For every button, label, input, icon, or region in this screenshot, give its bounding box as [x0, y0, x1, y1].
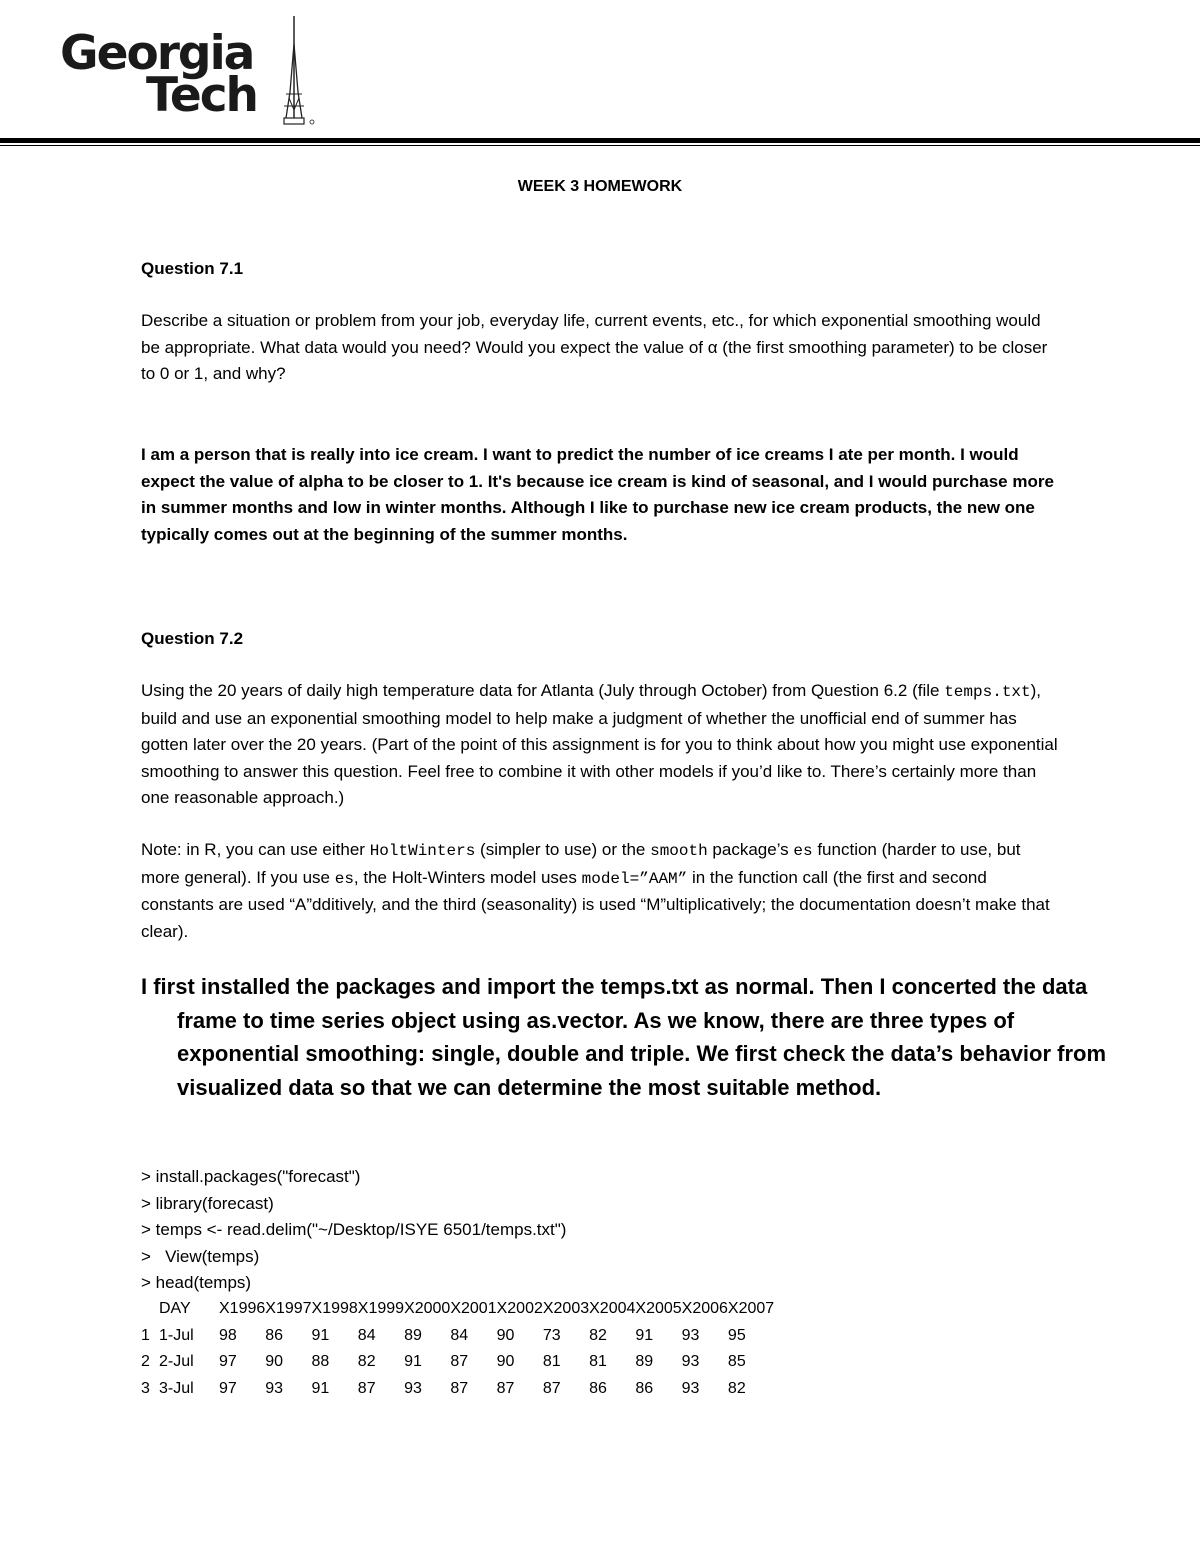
table-cell: 91 — [635, 1326, 654, 1344]
table-cell: 85 — [727, 1353, 746, 1371]
table-cell: 97 — [219, 1379, 237, 1397]
table-cell: 93 — [404, 1379, 422, 1397]
header-rule — [0, 138, 1200, 143]
table-header-cell: X1999 — [357, 1300, 405, 1318]
code-line: > head(temps) — [141, 1273, 252, 1292]
table-row — [141, 1376, 778, 1403]
prompt-text: Using the 20 years of daily high temperature data for Atlanta (July through October) from Question 6.2 (file — [141, 681, 945, 700]
code-model: model=”AAM” — [581, 869, 688, 888]
table-cell: 90 — [265, 1353, 284, 1371]
table-cell: 73 — [542, 1326, 561, 1344]
logo-text-tech: Tech — [146, 68, 258, 123]
georgia-tech-tower-icon — [280, 14, 320, 130]
question-7-1-heading: Question 7.1 — [141, 259, 244, 278]
table-header-cell: X2001 — [450, 1300, 497, 1318]
table-header-cell: X2004 — [589, 1300, 636, 1318]
table-cell: 89 — [635, 1353, 654, 1371]
table-cell: 87 — [450, 1353, 469, 1371]
code-line: > temps <- read.delim("~/Desktop/ISYE 6501/temps.txt") — [141, 1220, 567, 1239]
table-cell: 2-Jul — [159, 1353, 194, 1371]
table-row — [141, 1323, 778, 1350]
table-cell: 84 — [357, 1326, 376, 1344]
table-header-cell: X2007 — [727, 1300, 775, 1318]
alpha-symbol: α — [707, 337, 718, 357]
table-cell: 91 — [311, 1379, 330, 1397]
note-text: Note: in R, you can use either — [141, 840, 370, 859]
file-name: temps.txt — [944, 683, 1031, 701]
table-header-cell: X2002 — [496, 1300, 543, 1318]
table-cell: 1-Jul — [159, 1326, 194, 1344]
code-line: > library(forecast) — [141, 1193, 274, 1213]
note-text: package’s — [707, 840, 794, 859]
header-rule-thin — [0, 145, 1200, 146]
code-line: > View(temps) — [141, 1246, 260, 1266]
table-cell: 82 — [357, 1353, 376, 1371]
table-header-cell: X2006 — [681, 1300, 728, 1318]
question-7-1-prompt — [141, 308, 1061, 388]
table-header-cell: X2003 — [542, 1300, 590, 1318]
table-cell: 87 — [357, 1379, 376, 1397]
table-cell: 1 — [141, 1326, 150, 1344]
logo-text-georgia: Georgia — [60, 26, 254, 81]
table-cell: 86 — [265, 1326, 284, 1344]
question-7-2-heading: Question 7.2 — [141, 629, 244, 648]
table-cell: 91 — [404, 1353, 422, 1371]
table-cell: 82 — [589, 1326, 607, 1344]
table-header-cell: X2000 — [404, 1300, 451, 1318]
table-header-cell: X1997 — [265, 1300, 312, 1318]
table-header-row — [141, 1296, 778, 1323]
table-header-cell: X1996 — [219, 1300, 266, 1318]
table-cell: 87 — [450, 1379, 469, 1397]
prompt-text: Describe a situation or problem from your job, everyday life, current events, etc., for which exponential smoothing would be appropriate. What data would you need? Would you expect the value of — [141, 311, 1041, 357]
table-cell: 91 — [311, 1326, 330, 1344]
table-header-cell: X2005 — [635, 1300, 682, 1318]
table-cell: 82 — [727, 1379, 746, 1397]
table-cell: 90 — [496, 1326, 515, 1344]
r-console-code — [141, 1164, 566, 1297]
table-header-cell — [141, 1296, 159, 1323]
table-cell: 81 — [589, 1353, 607, 1371]
table-cell: 86 — [589, 1379, 607, 1397]
table-cell: 90 — [496, 1353, 515, 1371]
question-7-2-prompt — [141, 678, 1061, 812]
note-text: (simpler to use) or the — [475, 840, 651, 859]
code-es: es — [334, 869, 354, 888]
code-es: es — [793, 842, 813, 860]
code-line: > install.packages("forecast") — [141, 1167, 361, 1186]
table-cell: 87 — [496, 1379, 515, 1397]
note-text: in the function call (the first and second constants are used “A”dditively, and the third (seasonality) is used “M”ultiplicatively; the documentation doesn’t make that clear). — [141, 867, 1050, 941]
question-7-1-answer: I am a person that is really into ice cream. I want to predict the number of ice creams I ate per month. I would expect the value of alpha to be closer to 1. It's because ice cream is kind of seasonal, and I would purchase more in summer months and low in winter months. Although I like to purchase new ice cream products, the new one typically comes out at the beginning of the summer months. — [141, 445, 1054, 544]
question-7-2-note — [141, 837, 1061, 945]
table-cell: 3 — [141, 1379, 150, 1397]
table-cell: 89 — [404, 1326, 422, 1344]
prompt-text: ), build and use an exponential smoothing model to help make a judgment of whether the unofficial end of summer has gotten later over the 20 years. (Part of the point of this assignment is for you to think about how you might use exponential smoothing to answer this question. Feel free to combine it with other models if you’d like to. There’s certainly more than one reasonable approach.) — [141, 681, 1058, 807]
page-title: WEEK 3 HOMEWORK — [517, 178, 683, 195]
prompt-text: (the first smoothing parameter) to be closer to 0 or 1, and why? — [141, 337, 1048, 383]
table-cell: 3-Jul — [159, 1379, 194, 1397]
table-cell: 84 — [450, 1326, 469, 1344]
code-holtwinters: HoltWinters — [369, 842, 476, 860]
table-cell: 93 — [681, 1353, 700, 1371]
table-cell: 88 — [311, 1353, 330, 1371]
code-smooth: smooth — [650, 842, 708, 860]
table-cell: 93 — [681, 1326, 700, 1344]
table-cell: 98 — [219, 1326, 237, 1344]
note-text: , the Holt-Winters model uses — [353, 867, 582, 887]
table-cell: 93 — [681, 1379, 700, 1397]
table-cell: 86 — [635, 1379, 654, 1397]
table-cell: 97 — [219, 1353, 237, 1371]
table-cell: 2 — [141, 1353, 150, 1371]
table-cell: 87 — [542, 1379, 561, 1397]
note-text: function (harder to use, but more general). If you use — [141, 840, 1021, 887]
table-cell: 93 — [265, 1379, 284, 1397]
table-cell: 81 — [542, 1353, 561, 1371]
table-row — [141, 1349, 778, 1376]
georgia-tech-logo — [58, 14, 328, 132]
table-header-cell: DAY — [159, 1300, 191, 1318]
table-header-cell: X1998 — [311, 1300, 358, 1318]
temps-head-table — [141, 1296, 778, 1402]
table-cell: 95 — [727, 1326, 746, 1344]
question-7-2-answer: I first installed the packages and import the temps.txt as normal. Then I concerted the data frame to time series object using as.vector. As we know, there are three types of exponential smoothing: single, double and triple. We first check the data’s behavior from visualized data so that we can determine the most suitable method. — [141, 974, 1107, 1100]
